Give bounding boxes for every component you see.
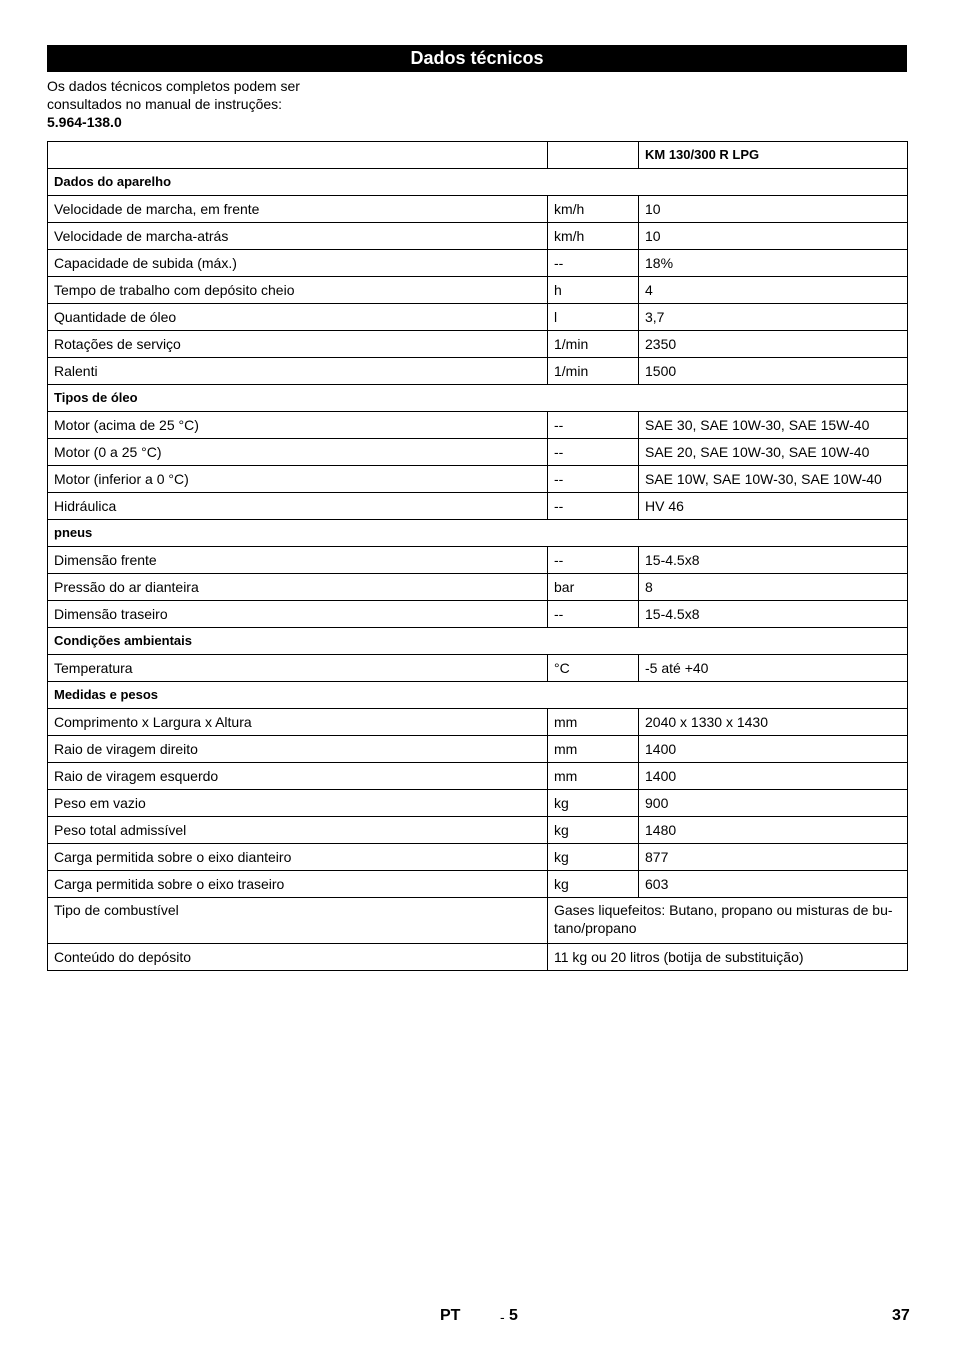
table-row <box>48 574 908 601</box>
table-row <box>48 817 908 844</box>
table-row <box>48 358 908 385</box>
row-unit: -- <box>548 547 639 574</box>
row-unit: mm <box>548 763 639 790</box>
row-value: -5 até +40 <box>639 655 908 682</box>
row-value: SAE 10W, SAE 10W-30, SAE 10W-40 <box>639 466 908 493</box>
row-label: Velocidade de marcha, em frente <box>48 196 548 223</box>
table-row <box>48 844 908 871</box>
footer-section-page: 5 <box>509 1307 518 1324</box>
row-label: Motor (0 a 25 °C) <box>48 439 548 466</box>
section-row <box>48 682 908 709</box>
section-heading: Dados do aparelho <box>48 169 908 196</box>
row-value: 1400 <box>639 736 908 763</box>
row-label: Dimensão frente <box>48 547 548 574</box>
intro-line: consultados no manual de instruções: <box>47 96 283 112</box>
row-unit: kg <box>548 817 639 844</box>
model-header: KM 130/300 R LPG <box>639 142 908 169</box>
row-label: Dimensão traseiro <box>48 601 548 628</box>
row-value: SAE 30, SAE 10W-30, SAE 15W-40 <box>639 412 908 439</box>
row-value: 15-4.5x8 <box>639 547 908 574</box>
section-row <box>48 628 908 655</box>
table-row <box>48 736 908 763</box>
section-row <box>48 520 908 547</box>
fuel-value <box>548 898 908 944</box>
row-value: HV 46 <box>639 493 908 520</box>
row-label: Rotações de serviço <box>48 331 548 358</box>
row-value: 8 <box>639 574 908 601</box>
tank-value: 11 kg ou 20 litros (botija de substituição) <box>548 944 908 971</box>
row-value: SAE 20, SAE 10W-30, SAE 10W-40 <box>639 439 908 466</box>
row-value: 1400 <box>639 763 908 790</box>
row-unit: kg <box>548 844 639 871</box>
section-heading: Medidas e pesos <box>48 682 908 709</box>
row-unit: -- <box>548 601 639 628</box>
footer-dash: - <box>500 1309 505 1325</box>
table-row <box>48 547 908 574</box>
row-unit: mm <box>548 736 639 763</box>
row-label: Ralenti <box>48 358 548 385</box>
row-label: Peso em vazio <box>48 790 548 817</box>
page-title: Dados técnicos <box>47 45 907 72</box>
row-unit: kg <box>548 871 639 898</box>
intro-line: Os dados técnicos completos podem ser <box>47 78 300 94</box>
table-row <box>48 196 908 223</box>
row-label: Hidráulica <box>48 493 548 520</box>
row-value: 10 <box>639 196 908 223</box>
row-value: 1500 <box>639 358 908 385</box>
row-unit: -- <box>548 466 639 493</box>
row-unit: mm <box>548 709 639 736</box>
row-label: Comprimento x Largura x Altura <box>48 709 548 736</box>
section-heading: Tipos de óleo <box>48 385 908 412</box>
footer-language: PT <box>440 1307 461 1324</box>
row-label: Temperatura <box>48 655 548 682</box>
row-label: Motor (inferior a 0 °C) <box>48 466 548 493</box>
table-row <box>48 250 908 277</box>
manual-code: 5.964-138.0 <box>47 114 122 130</box>
footer-page-number: 37 <box>892 1307 910 1324</box>
row-unit: -- <box>548 250 639 277</box>
row-unit: -- <box>548 439 639 466</box>
row-value: 18% <box>639 250 908 277</box>
table-row <box>48 898 908 944</box>
table-row <box>48 871 908 898</box>
row-value: 2040 x 1330 x 1430 <box>639 709 908 736</box>
row-label: Raio de viragem esquerdo <box>48 763 548 790</box>
row-unit: 1/min <box>548 358 639 385</box>
intro-text <box>47 77 367 131</box>
table-row <box>48 601 908 628</box>
row-unit: km/h <box>548 223 639 250</box>
row-label: Tempo de trabalho com depósito cheio <box>48 277 548 304</box>
row-unit: h <box>548 277 639 304</box>
fuel-value-line: Gases liquefeitos: Butano, propano ou misturas de bu- <box>554 902 893 918</box>
row-value: 900 <box>639 790 908 817</box>
row-value: 877 <box>639 844 908 871</box>
row-label: Velocidade de marcha-atrás <box>48 223 548 250</box>
row-value: 2350 <box>639 331 908 358</box>
row-value: 3,7 <box>639 304 908 331</box>
row-label: Motor (acima de 25 °C) <box>48 412 548 439</box>
table-row <box>48 709 908 736</box>
row-label: Carga permitida sobre o eixo traseiro <box>48 871 548 898</box>
table-row <box>48 277 908 304</box>
row-unit: °C <box>548 655 639 682</box>
table-row <box>48 763 908 790</box>
row-label: Capacidade de subida (máx.) <box>48 250 548 277</box>
row-label: Tipo de combustível <box>48 898 548 944</box>
row-label: Pressão do ar dianteira <box>48 574 548 601</box>
section-heading: Condições ambientais <box>48 628 908 655</box>
row-value: 4 <box>639 277 908 304</box>
header-empty-cell <box>548 142 639 169</box>
table-header-row <box>48 142 908 169</box>
row-label: Conteúdo do depósito <box>48 944 548 971</box>
row-unit: -- <box>548 412 639 439</box>
table-row <box>48 655 908 682</box>
table-row <box>48 790 908 817</box>
row-unit: 1/min <box>548 331 639 358</box>
table-row <box>48 466 908 493</box>
row-value: 603 <box>639 871 908 898</box>
row-label: Peso total admissível <box>48 817 548 844</box>
table-row <box>48 331 908 358</box>
row-unit: kg <box>548 790 639 817</box>
table-row <box>48 439 908 466</box>
header-empty-cell <box>48 142 548 169</box>
section-row <box>48 385 908 412</box>
row-unit: km/h <box>548 196 639 223</box>
table-row <box>48 412 908 439</box>
row-value: 15-4.5x8 <box>639 601 908 628</box>
row-label: Carga permitida sobre o eixo dianteiro <box>48 844 548 871</box>
row-unit: -- <box>548 493 639 520</box>
fuel-value-line: tano/propano <box>554 920 637 936</box>
row-value: 1480 <box>639 817 908 844</box>
row-value: 10 <box>639 223 908 250</box>
row-label: Quantidade de óleo <box>48 304 548 331</box>
table-row <box>48 493 908 520</box>
table-row <box>48 304 908 331</box>
row-label: Raio de viragem direito <box>48 736 548 763</box>
table-row <box>48 223 908 250</box>
spec-table <box>47 141 908 971</box>
section-row <box>48 169 908 196</box>
row-unit: l <box>548 304 639 331</box>
row-unit: bar <box>548 574 639 601</box>
section-heading: pneus <box>48 520 908 547</box>
table-row <box>48 944 908 971</box>
